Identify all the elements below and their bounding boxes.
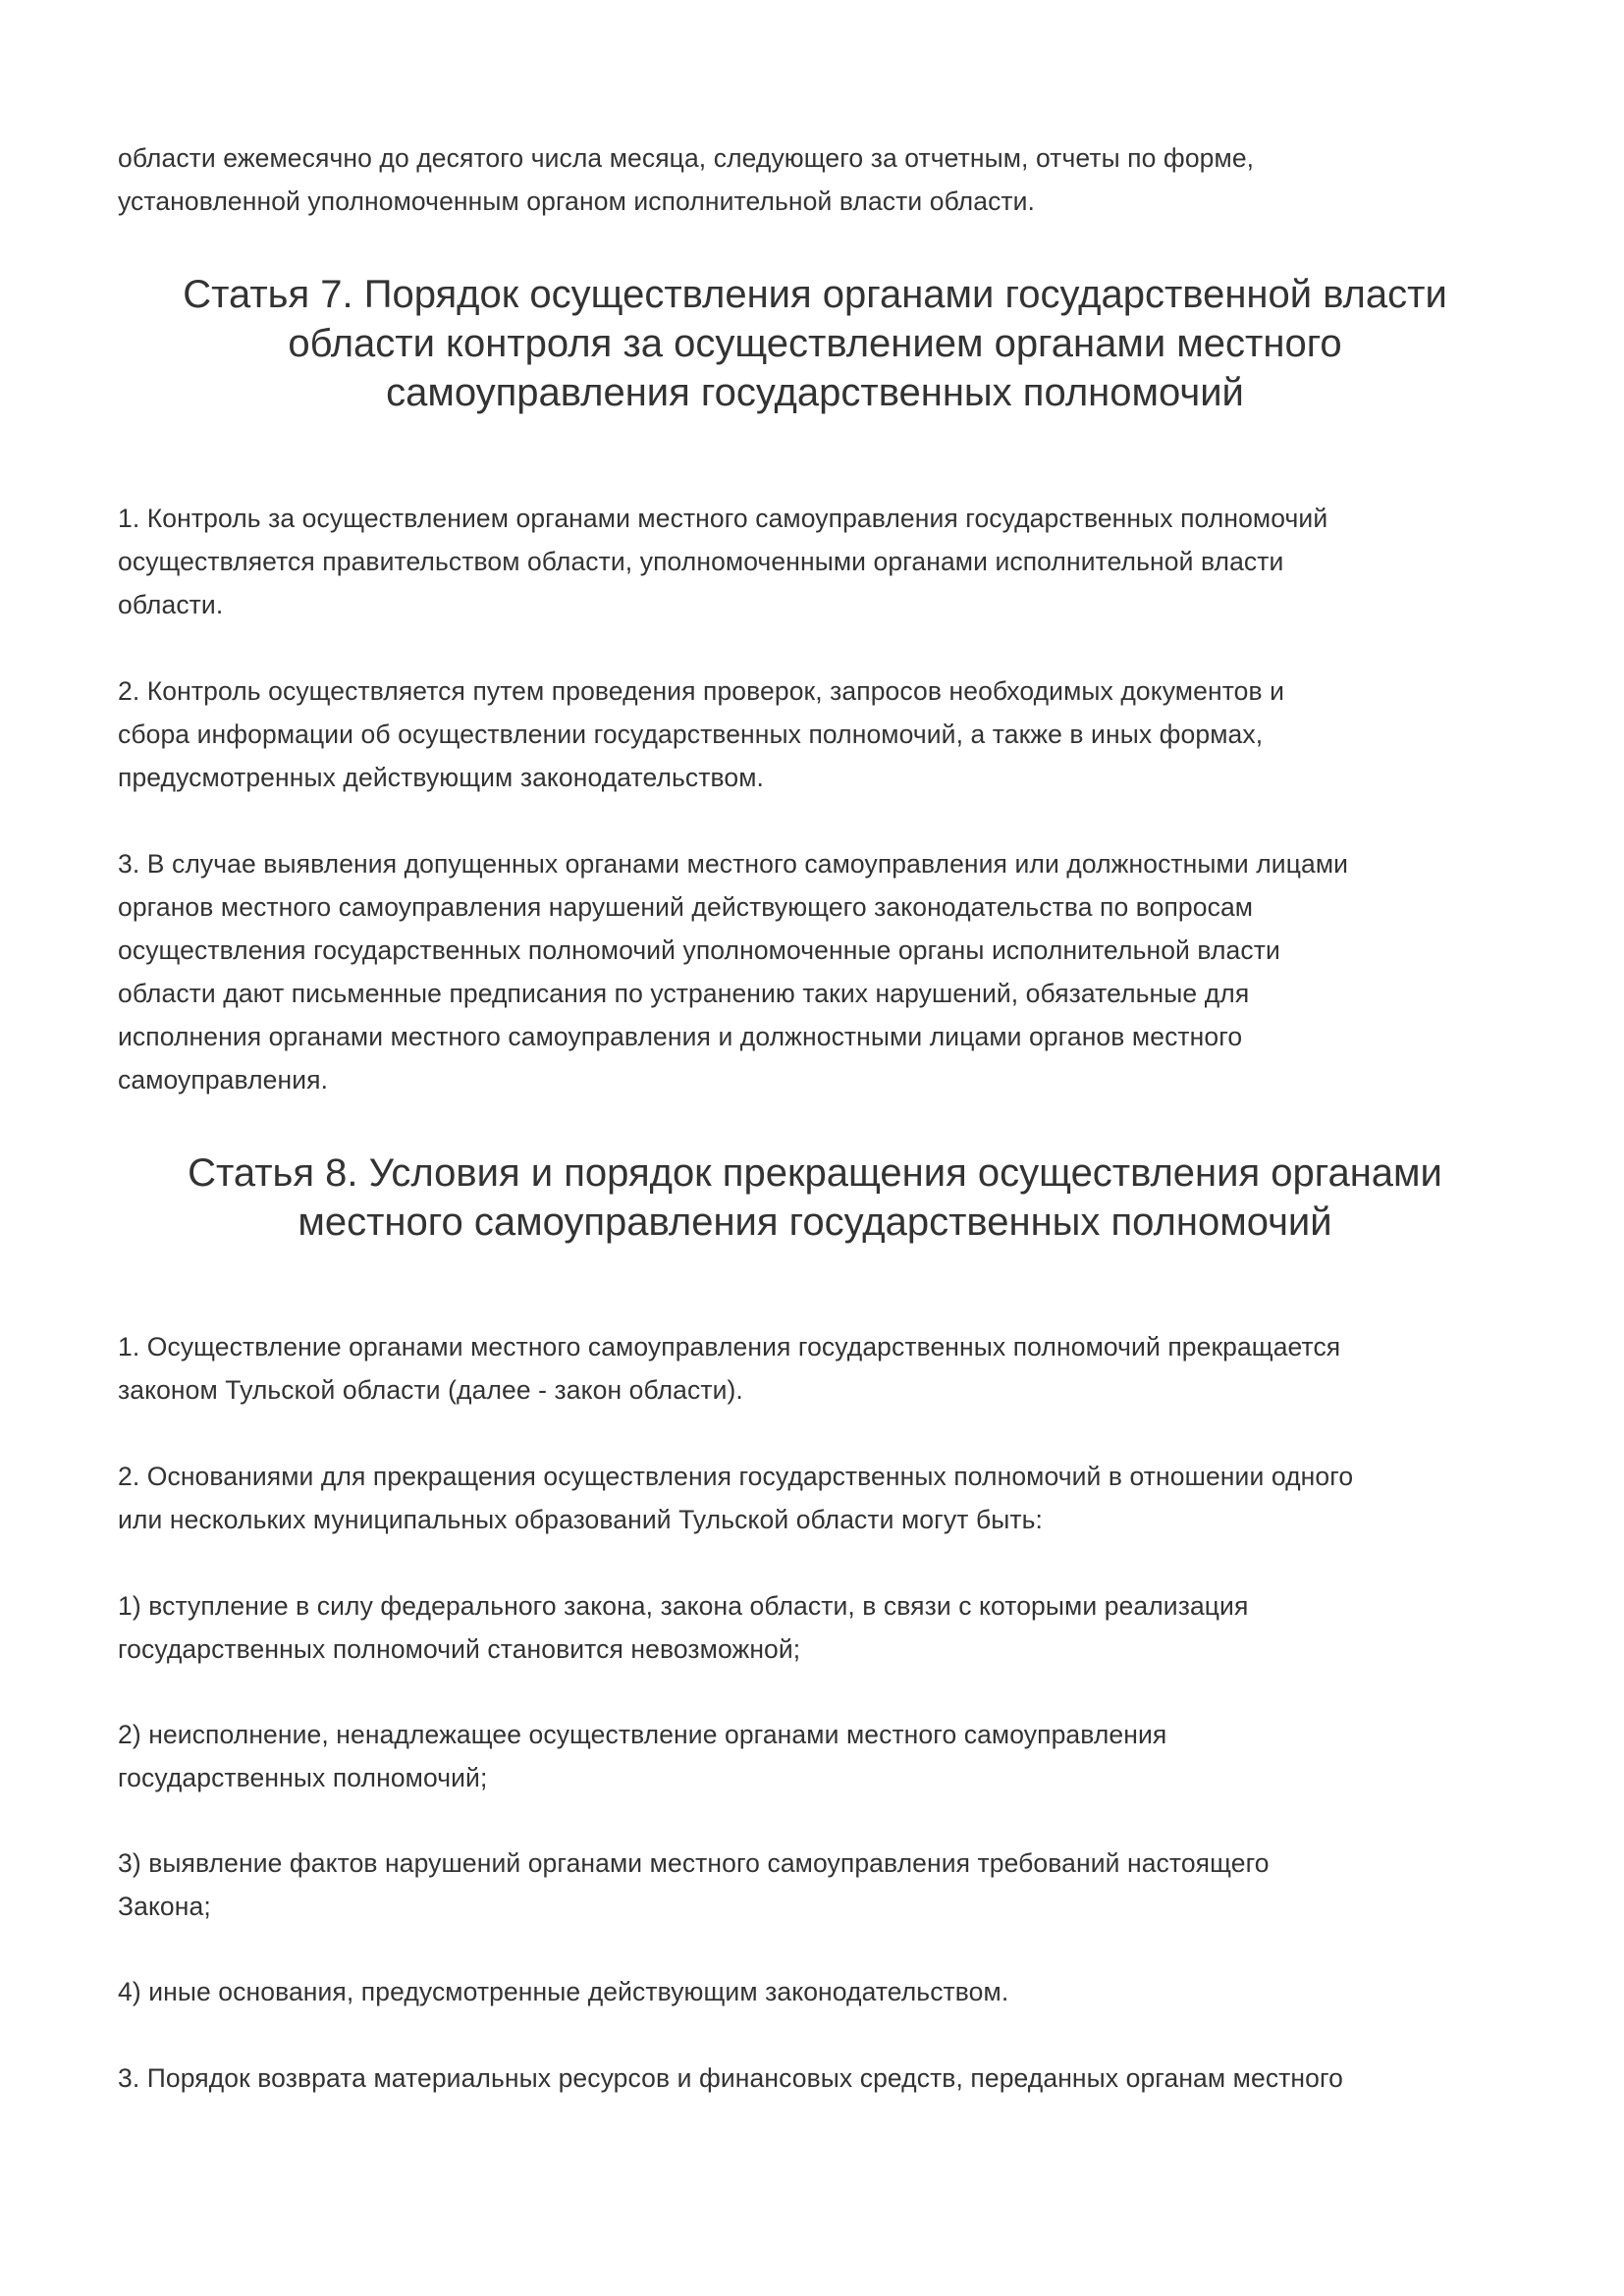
article-8-list-item-2 [118, 1713, 1512, 1799]
article-7-paragraph-2 [118, 669, 1512, 799]
text-line: области дают письменные предписания по устранению таких нарушений, обязательные для [118, 979, 1250, 1008]
heading-line: местного самоуправления государственных полномочий [298, 1201, 1332, 1244]
article-7-heading [108, 270, 1522, 417]
text-line: 3. Порядок возврата материальных ресурсов и финансовых средств, переданных органам местного [118, 2063, 1344, 2093]
text-line: 2. Контроль осуществляется путем проведения проверок, запросов необходимых документов и [118, 676, 1285, 706]
article-8-list-item-4 [118, 1970, 1512, 2013]
text-line: 2. Основаниями для прекращения осуществления государственных полномочий в отношении одного [118, 1462, 1354, 1491]
text-line: или нескольких муниципальных образований Тульской области могут быть: [118, 1505, 1043, 1534]
article-7-paragraph-3 [118, 842, 1512, 1101]
article-8-paragraph-1 [118, 1325, 1512, 1412]
heading-line: Статья 7. Порядок осуществления органами государственной власти [183, 273, 1447, 316]
heading-line: самоуправления государственных полномочий [386, 371, 1244, 414]
text-line: осуществляется правительством области, уполномоченными органами исполнительной власти [118, 547, 1284, 576]
text-line: предусмотренных действующим законодательством. [118, 763, 765, 792]
article-8-list-item-3 [118, 1842, 1512, 1928]
text-line: установленной уполномоченным органом исполнительной власти области. [118, 187, 1036, 216]
text-line: исполнения органами местного самоуправления и должностными лицами органов местного [118, 1022, 1243, 1051]
text-line: 1) вступление в силу федерального закона, закона области, в связи с которыми реализация [118, 1591, 1249, 1621]
text-line: 1. Осуществление органами местного самоуправления государственных полномочий прекращается [118, 1332, 1341, 1362]
text-line: сбора информации об осуществлении государственных полномочий, а также в иных формах, [118, 720, 1264, 749]
text-line: осуществления государственных полномочий уполномоченные органы исполнительной власти [118, 935, 1280, 965]
text-line: государственных полномочий становится невозможной; [118, 1634, 801, 1664]
text-line: Закона; [118, 1892, 211, 1921]
article-7-paragraph-1 [118, 497, 1512, 626]
text-line: 4) иные основания, предусмотренные действующим законодательством. [118, 1977, 1009, 2006]
text-line: 3. В случае выявления допущенных органами местного самоуправления или должностными лицами [118, 849, 1349, 879]
text-line: 3) выявление фактов нарушений органами местного самоуправления требований настоящего [118, 1848, 1270, 1878]
text-line: законом Тульской области (далее - закон области). [118, 1375, 743, 1405]
article-8-heading [108, 1148, 1522, 1247]
text-line: органов местного самоуправления нарушений действующего законодательства по вопросам [118, 892, 1254, 922]
article-8-list-item-1 [118, 1584, 1512, 1671]
text-line: области ежемесячно до десятого числа месяца, следующего за отчетным, отчеты по форме, [118, 143, 1255, 173]
text-line: 1. Контроль за осуществлением органами местного самоуправления государственных полномочий [118, 504, 1328, 533]
article-8-paragraph-3 [118, 2056, 1532, 2100]
text-line: области. [118, 590, 224, 619]
heading-line: Статья 8. Условия и порядок прекращения осуществления органами [188, 1151, 1442, 1195]
text-line: самоуправления. [118, 1065, 329, 1095]
article-8-paragraph-2 [118, 1455, 1512, 1541]
heading-line: области контроля за осуществлением органами местного [288, 322, 1342, 365]
intro-paragraph [118, 136, 1512, 223]
text-line: 2) неисполнение, ненадлежащее осуществление органами местного самоуправления [118, 1720, 1167, 1749]
text-line: государственных полномочий; [118, 1763, 488, 1792]
